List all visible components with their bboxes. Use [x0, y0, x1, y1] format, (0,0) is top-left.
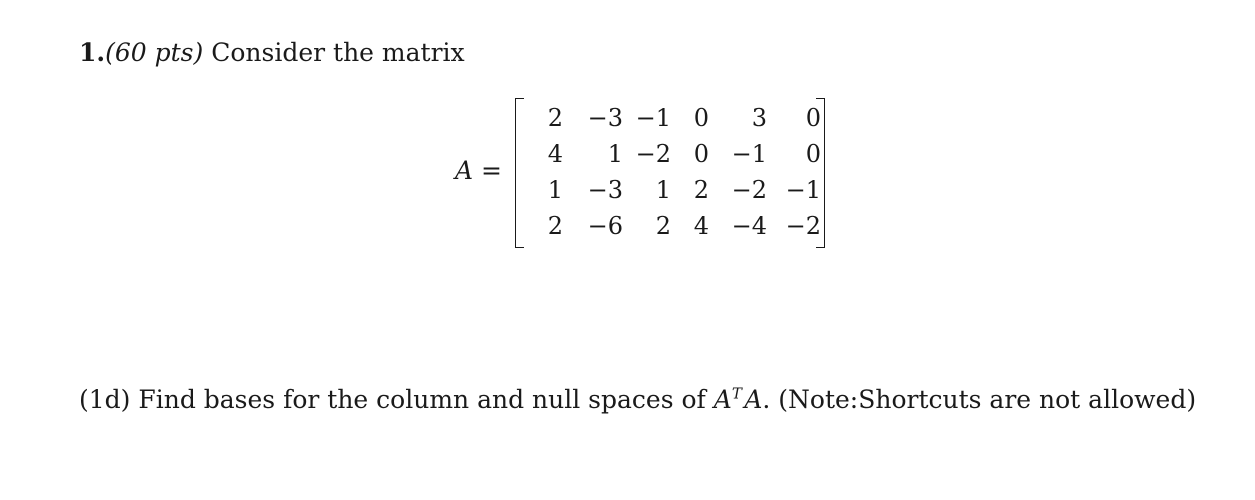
problem-number: 1.: [79, 38, 106, 67]
matrix-entries: [527, 100, 825, 244]
matrix-entry: −4: [731, 212, 767, 240]
matrix-entry: −3: [587, 104, 623, 132]
matrix-entry: 2: [693, 176, 709, 204]
matrix-entry: 1: [607, 140, 623, 168]
matrix-entry: 0: [805, 104, 821, 132]
matrix-entry: −2: [785, 212, 821, 240]
matrix-entry: −1: [731, 140, 767, 168]
problem-points: (60 pts): [105, 38, 204, 67]
matrix-entry: 1: [655, 176, 671, 204]
matrix-entry: 1: [547, 176, 563, 204]
matrix-entry: −2: [731, 176, 767, 204]
question-1d: [79, 385, 1196, 415]
question-math: [714, 385, 763, 414]
matrix-entry: 4: [693, 212, 709, 240]
matrix-entry: 2: [547, 104, 563, 132]
matrix-entry: 0: [693, 104, 709, 132]
matrix-right-bracket: [816, 98, 825, 248]
matrix-entry: −2: [635, 140, 671, 168]
equals-sign: =: [481, 156, 502, 185]
matrix-entry: 4: [547, 140, 563, 168]
matrix-entry: 0: [693, 140, 709, 168]
matrix-entry: 3: [751, 104, 767, 132]
matrix-entry: 0: [805, 140, 821, 168]
matrix: [515, 98, 825, 248]
question-label: (1d): [79, 385, 131, 414]
math-transpose: T: [731, 384, 742, 403]
matrix-left-bracket: [515, 98, 524, 248]
equation-lhs: [455, 156, 502, 186]
matrix-entry: 2: [547, 212, 563, 240]
question-text: Find bases for the column and null spaces of: [138, 385, 706, 414]
matrix-variable: A: [455, 156, 474, 185]
math-tail: A: [744, 385, 763, 414]
matrix-entry: 2: [655, 212, 671, 240]
matrix-entry: −1: [785, 176, 821, 204]
question-note: . (Note:Shortcuts are not allowed): [762, 385, 1197, 414]
math-base: A: [713, 385, 732, 414]
matrix-entry: −6: [587, 212, 623, 240]
matrix-entry: −3: [587, 176, 623, 204]
matrix-entry: −1: [635, 104, 671, 132]
problem-prompt: Consider the matrix: [211, 38, 465, 67]
problem-header: [79, 38, 465, 68]
